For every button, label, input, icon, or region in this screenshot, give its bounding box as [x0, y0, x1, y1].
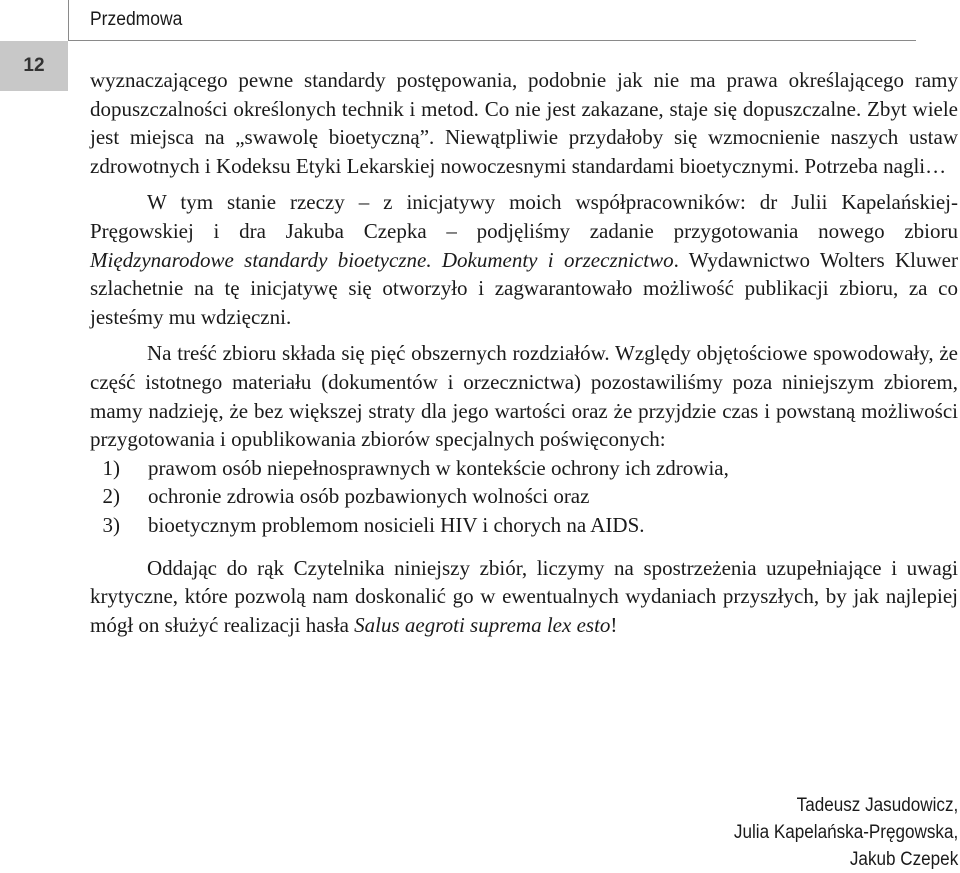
- list-item: [90, 482, 958, 511]
- page-number-tab: [0, 41, 68, 91]
- list-item-text: ochronie zdrowia osób pozbawionych wolności oraz: [148, 484, 590, 509]
- signature-line: Tadeusz Jasudowicz,: [796, 795, 958, 816]
- signatures: [734, 792, 958, 873]
- list-item-text: prawom osób niepełnosprawnych w kontekście ochrony ich zdrowia,: [148, 455, 729, 480]
- running-head: Przedmowa: [90, 9, 183, 30]
- latin-motto: Salus aegroti suprema lex esto: [354, 612, 611, 637]
- list-item: [90, 511, 958, 540]
- paragraph-1: wyznaczającego pewne standardy postępowania, podobnie jak nie ma prawa określającego ramy dopuszczalności określonych technik i metod. Co nie jest zakazane, staje się dopuszczalne. Zbyt wiele jest miejsca na „swawolę bioetyczną”. Niewątpliwie przydałoby się wzmocnienie naszych ustaw zdrowotnych i Kodeksu Etyki Lekarskiej nowoczesnymi standardami bioetycznymi. Potrzeba nagli…: [90, 68, 958, 178]
- paragraph-2: [90, 188, 958, 331]
- paragraph-4-text-a: Oddając do rąk Czytelnika niniejszy zbiór, liczymy na spostrzeżenia uzupełniające i uwagi krytyczne, które pozwolą nam doskonalić go w ewentualnych wydaniach przyszłych, by jak najlepiej mógł on służyć realizacji hasła: [90, 555, 958, 637]
- paragraph-2-text-a: W tym stanie rzeczy – z inicjatywy moich współpracowników: dr Julii Kapelańskiej-Pręgowskiej i dra Jakuba Czepka – podjęliśmy zadanie przygotowania nowego zbioru: [90, 190, 958, 243]
- body-text: [90, 66, 958, 639]
- header-divider: [68, 40, 916, 41]
- collection-title: Międzynarodowe standardy bioetyczne. Dokumenty i orzecznictwo: [90, 247, 674, 272]
- signature-line: Jakub Czepek: [849, 849, 958, 870]
- paragraph-4: [90, 554, 958, 640]
- list-item: [90, 454, 958, 483]
- numbered-list: [90, 454, 958, 540]
- paragraph-3: Na treść zbioru składa się pięć obszernych rozdziałów. Względy objętościowe spowodowały, że część istotnego materiału (dokumentów i orzecznictwa) pozostawiliśmy poza niniejszym zbiorem, mamy nadzieję, że bez większej straty dla jego wartości oraz że przyjdzie czas i powstaną możliwości przygotowania i opublikowania zbiorów specjalnych poświęconych:: [90, 341, 958, 452]
- paragraph-2-text-b: . Wydawnictwo Wolters Kluwer szlachetnie na tę inicjatywę się otworzyło i zagwarantowało możliwość publikacji zbioru, za co jesteśmy mu wdzięczni.: [90, 247, 958, 329]
- list-item-text: bioetycznym problemom nosicieli HIV i chorych na AIDS.: [148, 512, 645, 537]
- signature-line: Julia Kapelańska-Pręgowska,: [733, 822, 958, 843]
- list-item-number: 2): [102, 484, 120, 509]
- header-divider-vertical: [68, 0, 69, 40]
- page-number: 12: [23, 55, 45, 76]
- list-item-number: 1): [102, 455, 120, 480]
- list-item-number: 3): [102, 512, 120, 537]
- paragraph-4-text-b: !: [610, 612, 618, 637]
